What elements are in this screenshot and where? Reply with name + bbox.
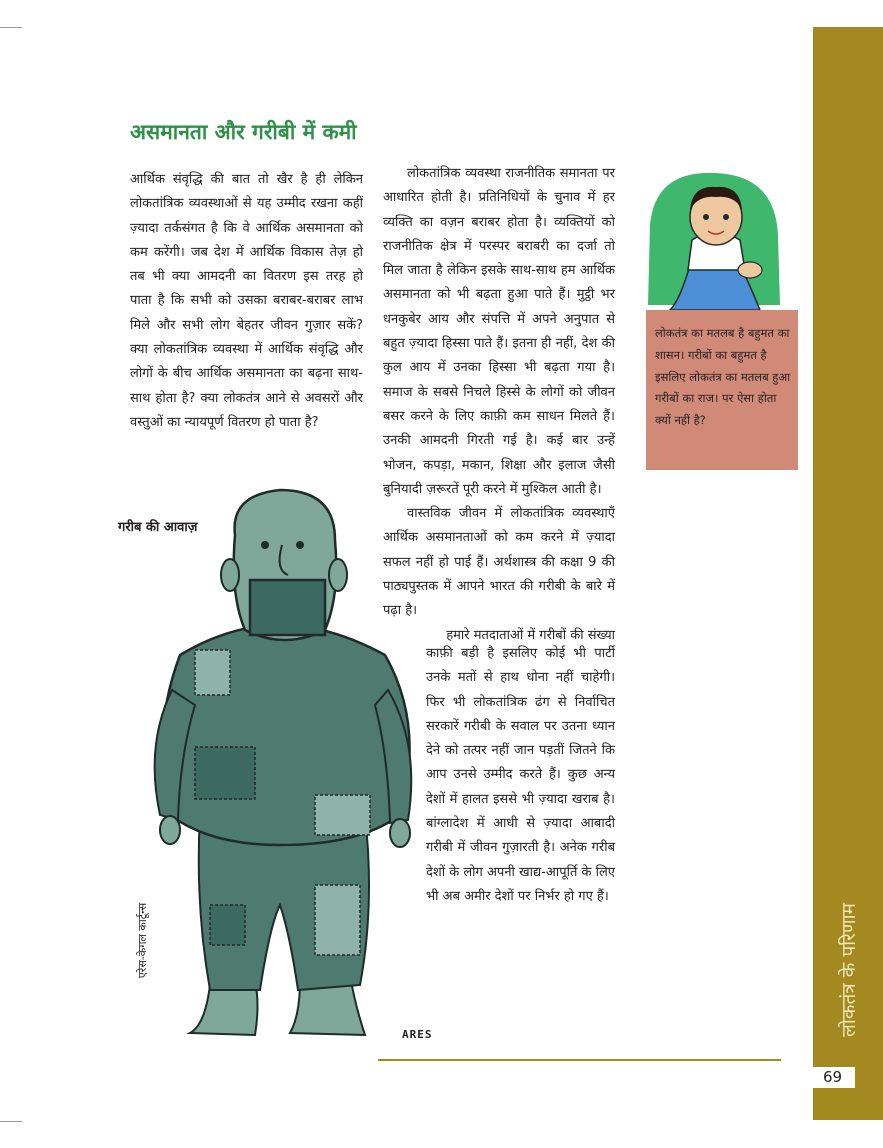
paragraph-political-equality: लोकतांत्रिक व्यवस्था राजनीतिक समानता पर आधारित होती है। प्रतिनिधियों के चुनाव में हर व्यक्ति का वज़न बराबर होता है। व्यक्तियों को राजनीतिक क्षेत्र में परस्पर बराबरी का दर्जा तो मिल जाता है लेकिन इसके साथ-साथ हम आर्थिक असमानता को भी बढ़ता हुआ पाते हैं। मुट्ठी भर धनकुबेर आय और संपत्ति में अपने अनुपात से बहुत ज़्यादा हिस्सा पाते हैं। इतना ही नहीं, देश की कुल आय में उनका हिस्सा भी बढ़ता गया है। समाज के सबसे निचले हिस्से के लोगों को जीवन बसर करने के लिए काफ़ी कम साधन मिलते हैं। उनकी आमदनी गिरती गई है। कई बार उन्हें भोजन, कपड़ा, मकान, शिक्षा और इलाज जैसी बुनियादी ज़रूरतें पूरी करने में मुश्किल आती है। — [383, 166, 615, 497]
text-column-narrow — [426, 642, 615, 909]
question-note-text: लोकतंत्र का मतलब है बहुमत का शासन। गरीबों का बहुमत है इसलिए लोकतंत्र का मतलब हुआ गरीबों का राज। पर ऐसा होता क्यों नहीं है? — [655, 326, 791, 428]
paragraph-voters-lead: हमारे मतदाताओं में गरीबों की संख्या — [446, 627, 615, 643]
paragraph-poverty: काफ़ी बड़ी है इसलिए कोई भी पार्टी उनके मतों से हाथ धोना नहीं चाहेगी। फिर भी लोकतांत्रिक ढंग से निर्वाचित सरकारें गरीबी के सवाल पर उतना ध्यान देने को तत्पर नहीं जान पड़तीं जितने कि आप उनसे उम्मीद करते हैं। कुछ अन्य देशों में हालत इससे भी ज़्यादा खराब है। बांग्लादेश में आधी से ज़्यादा आबादी गरीबी में जीवन गुज़ारती है। अनेक गरीब देशों के लोग अपनी खाद्य-आपूर्ति के लिए भी अब अमीर देशों पर निर्भर हो गए हैं। — [426, 646, 615, 904]
cartoon-signature: ARES — [402, 1028, 433, 1041]
cartoon-figure — [155, 490, 412, 1035]
cartoon-credit — [132, 855, 154, 1025]
crop-mark-bottom-left — [0, 1121, 22, 1122]
paragraph-real-life: वास्तविक जीवन में लोकतांत्रिक व्यवस्थाएँ आर्थिक असमानताओं को कम करने में ज़्यादा सफल नहीं हो पाई हैं। अर्थशास्त्र की कक्षा 9 की पाठ्यपुस्तक में आपने भारत की गरीबी के बारे में पढ़ा है। — [383, 506, 615, 619]
chapter-title-text: लोकतंत्र के परिणाम — [838, 903, 861, 1037]
crop-mark-top-left — [0, 27, 22, 28]
page-number: 69 — [810, 1067, 855, 1088]
cartoon-caption: गरीब की आवाज़ — [118, 520, 198, 535]
text-column-left — [130, 168, 363, 435]
girl-illustration — [640, 165, 788, 313]
footer-rule — [378, 1059, 781, 1061]
chapter-title-vertical — [828, 885, 868, 1055]
cartoon-credit-text: एरेस-केगल कार्टून्स — [136, 902, 150, 978]
section-heading: असमानता और गरीबी में कमी — [130, 120, 357, 144]
paragraph-economic-inequality: आर्थिक संवृद्धि की बात तो खैर है ही लेकिन लोकतांत्रिक व्यवस्थाओं से यह उम्मीद रखना कहीं ज़्यादा तर्कसंगत है कि वे आर्थिक असमानता को कम करेंगी। जब देश में आर्थिक विकास तेज़ हो तब भी क्या आमदनी का वितरण इस तरह हो पाता है कि सभी को उसका बराबर-बराबर लाभ मिले और सभी लोग बेहतर जीवन गुज़ार सकें? क्या लोकतांत्रिक व्यवस्था में आर्थिक संवृद्धि और लोगों के बीच आर्थिक असमानता का बढ़ना साथ-साथ होता है? क्या लोकतंत्र आने से अवसरों और वस्तुओं का न्यायपूर्ण वितरण हो पाता है? — [130, 172, 363, 430]
cartoon-poor-man-illustration — [150, 485, 440, 1050]
